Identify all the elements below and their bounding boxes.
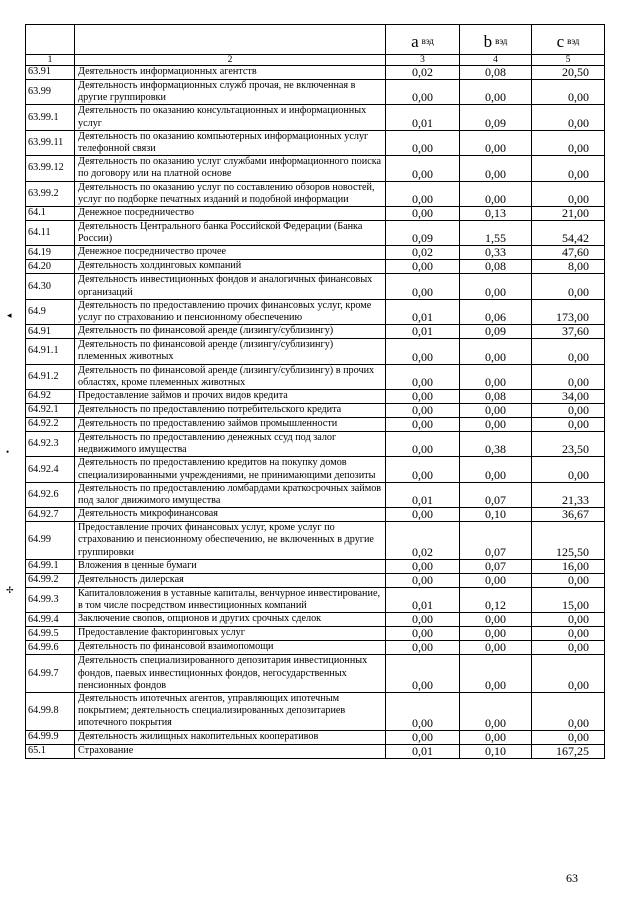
row-value-c: 0,00	[532, 156, 605, 181]
row-description: Деятельность Центрального банка Российской Федерации (Банка России)	[75, 221, 386, 246]
table-row	[26, 432, 605, 457]
row-description: Деятельность информационных служб прочая, не включенная в другие группировки	[75, 80, 386, 105]
row-description: Деятельность по оказанию услуг службами информационного поиска по договору или на платной основе	[75, 156, 386, 181]
row-code: 64.1	[26, 207, 75, 221]
page-number: 63	[566, 871, 578, 885]
row-value-c: 36,67	[532, 508, 605, 522]
table-row	[26, 325, 605, 339]
row-value-c: 21,33	[532, 482, 605, 507]
row-value-a: 0,00	[386, 655, 460, 693]
row-description: Заключение свопов, опционов и других срочных сделок	[75, 613, 386, 627]
row-description: Деятельность по финансовой взаимопомощи	[75, 641, 386, 655]
table-row	[26, 744, 605, 758]
row-code: 63.99.1	[26, 105, 75, 130]
row-value-c: 0,00	[532, 457, 605, 482]
row-value-b: 0,00	[460, 181, 532, 206]
row-code: 64.99.2	[26, 573, 75, 587]
row-value-b: 0,08	[460, 66, 532, 80]
row-value-a: 0,00	[386, 80, 460, 105]
row-code: 64.99.9	[26, 730, 75, 744]
row-value-a: 0,02	[386, 246, 460, 260]
row-description: Деятельность по предоставлению потребительского кредита	[75, 404, 386, 418]
row-value-a: 0,00	[386, 274, 460, 299]
row-description: Деятельность по предоставлению ломбардами краткосрочных займов под залог движимого имущества	[75, 482, 386, 507]
row-value-c: 0,00	[532, 274, 605, 299]
row-description: Деятельность микрофинансовая	[75, 508, 386, 522]
row-value-a: 0,00	[386, 130, 460, 155]
row-code: 64.92.7	[26, 508, 75, 522]
row-description: Предоставление займов и прочих видов кредита	[75, 390, 386, 404]
row-value-c: 0,00	[532, 80, 605, 105]
row-value-b: 0,00	[460, 613, 532, 627]
row-value-b: 0,33	[460, 246, 532, 260]
row-value-c: 0,00	[532, 641, 605, 655]
row-description: Деятельность холдинговых компаний	[75, 260, 386, 274]
row-code: 64.20	[26, 260, 75, 274]
row-value-b: 1,55	[460, 221, 532, 246]
row-code: 63.99.12	[26, 156, 75, 181]
row-description: Предоставление прочих финансовых услуг, кроме услуг по страхованию и пенсионному обеспечению, не включенных в другие группировки	[75, 522, 386, 560]
table-row	[26, 730, 605, 744]
row-value-a: 0,02	[386, 66, 460, 80]
table-row	[26, 573, 605, 587]
row-value-a: 0,00	[386, 730, 460, 744]
row-value-a: 0,00	[386, 260, 460, 274]
row-value-b: 0,06	[460, 299, 532, 324]
table-row	[26, 156, 605, 181]
row-value-b: 0,00	[460, 457, 532, 482]
row-value-c: 167,25	[532, 744, 605, 758]
row-value-a: 0,00	[386, 641, 460, 655]
row-value-b: 0,00	[460, 339, 532, 364]
row-code: 64.99.6	[26, 641, 75, 655]
header-b-label: b	[483, 32, 493, 51]
table-row	[26, 260, 605, 274]
row-value-c: 0,00	[532, 573, 605, 587]
header-a-cell	[386, 25, 460, 55]
row-code: 64.92	[26, 390, 75, 404]
row-value-c: 21,00	[532, 207, 605, 221]
row-value-a: 0,00	[386, 207, 460, 221]
header-c-cell	[532, 25, 605, 55]
table-row	[26, 181, 605, 206]
column-index-row	[26, 55, 605, 66]
row-code: 64.92.2	[26, 418, 75, 432]
row-description: Капиталовложения в уставные капиталы, венчурное инвестирование, в том числе посредством инвестиционных компаний	[75, 587, 386, 612]
header-code-cell	[26, 25, 75, 55]
row-value-a: 0,00	[386, 339, 460, 364]
row-description: Деятельность по оказанию компьютерных информационных услуг телефонной связи	[75, 130, 386, 155]
table-row	[26, 404, 605, 418]
row-value-b: 0,00	[460, 130, 532, 155]
row-value-a: 0,01	[386, 587, 460, 612]
row-value-c: 0,00	[532, 105, 605, 130]
row-value-a: 0,00	[386, 508, 460, 522]
row-value-b: 0,00	[460, 156, 532, 181]
table-row	[26, 66, 605, 80]
row-code: 64.91	[26, 325, 75, 339]
row-value-c: 125,50	[532, 522, 605, 560]
table-row	[26, 80, 605, 105]
row-code: 63.99.11	[26, 130, 75, 155]
row-value-a: 0,01	[386, 744, 460, 758]
row-description: Деятельность по оказанию консультационных и информационных услуг	[75, 105, 386, 130]
row-description: Деятельность жилищных накопительных кооперативов	[75, 730, 386, 744]
row-code: 64.91.1	[26, 339, 75, 364]
row-value-c: 0,00	[532, 364, 605, 389]
col-index-1: 1	[26, 55, 75, 66]
table-row	[26, 418, 605, 432]
table-row	[26, 508, 605, 522]
table-row	[26, 339, 605, 364]
col-index-5: 5	[532, 55, 605, 66]
row-value-b: 0,00	[460, 627, 532, 641]
row-value-a: 0,00	[386, 390, 460, 404]
row-value-a: 0,01	[386, 105, 460, 130]
row-description: Деятельность информационных агентств	[75, 66, 386, 80]
row-value-b: 0,07	[460, 559, 532, 573]
row-description: Страхование	[75, 744, 386, 758]
table-body	[26, 66, 605, 759]
row-value-b: 0,10	[460, 508, 532, 522]
row-code: 64.99.7	[26, 655, 75, 693]
row-value-b: 0,00	[460, 274, 532, 299]
header-desc-cell	[75, 25, 386, 55]
row-code: 64.99.8	[26, 692, 75, 730]
header-a-sub: вэд	[421, 36, 434, 46]
margin-mark-2: •	[6, 447, 10, 457]
row-value-a: 0,00	[386, 457, 460, 482]
document-sheet	[25, 24, 604, 759]
row-code: 63.99.2	[26, 181, 75, 206]
table-row	[26, 655, 605, 693]
row-value-b: 0,12	[460, 587, 532, 612]
table-row	[26, 692, 605, 730]
table-row	[26, 274, 605, 299]
table-row	[26, 613, 605, 627]
row-value-c: 0,00	[532, 655, 605, 693]
row-value-b: 0,07	[460, 522, 532, 560]
row-description: Деятельность по оказанию услуг по составлению обзоров новостей, услуг по подборке печатных изданий и подобной информации	[75, 181, 386, 206]
table-row	[26, 627, 605, 641]
row-value-c: 37,60	[532, 325, 605, 339]
header-c-label: c	[556, 32, 565, 51]
row-code: 64.30	[26, 274, 75, 299]
row-value-a: 0,00	[386, 573, 460, 587]
col-index-3: 3	[386, 55, 460, 66]
table-row	[26, 390, 605, 404]
table-row	[26, 221, 605, 246]
row-value-c: 23,50	[532, 432, 605, 457]
row-code: 65.1	[26, 744, 75, 758]
table-row	[26, 587, 605, 612]
header-b-sub: вэд	[495, 36, 508, 46]
row-value-c: 0,00	[532, 404, 605, 418]
row-description: Деятельность по предоставлению прочих финансовых услуг, кроме услуг по страхованию и пенсионному обеспечению	[75, 299, 386, 324]
row-code: 63.91	[26, 66, 75, 80]
header-b-cell	[460, 25, 532, 55]
row-description: Денежное посредничество	[75, 207, 386, 221]
row-code: 63.99	[26, 80, 75, 105]
row-value-c: 0,00	[532, 627, 605, 641]
row-description: Деятельность по финансовой аренде (лизингу/сублизингу) в прочих областях, кроме племенных животных	[75, 364, 386, 389]
table-row	[26, 522, 605, 560]
row-code: 64.99.4	[26, 613, 75, 627]
row-code: 64.92.3	[26, 432, 75, 457]
row-value-b: 0,08	[460, 390, 532, 404]
row-value-c: 0,00	[532, 692, 605, 730]
row-value-a: 0,00	[386, 559, 460, 573]
row-value-c: 20,50	[532, 66, 605, 80]
row-value-b: 0,09	[460, 325, 532, 339]
row-value-b: 0,07	[460, 482, 532, 507]
row-value-a: 0,00	[386, 692, 460, 730]
row-description: Предоставление факторинговых услуг	[75, 627, 386, 641]
row-description: Деятельность по финансовой аренде (лизингу/сублизингу)	[75, 325, 386, 339]
header-c-sub: вэд	[567, 36, 580, 46]
row-value-c: 54,42	[532, 221, 605, 246]
row-code: 64.92.1	[26, 404, 75, 418]
row-value-c: 0,00	[532, 730, 605, 744]
row-code: 64.99.5	[26, 627, 75, 641]
table-row	[26, 105, 605, 130]
row-description: Деятельность по предоставлению займов промышленности	[75, 418, 386, 432]
margin-mark-1: ◂	[7, 310, 12, 320]
row-value-b: 0,00	[460, 418, 532, 432]
row-value-c: 173,00	[532, 299, 605, 324]
table-row	[26, 207, 605, 221]
row-description: Деятельность по предоставлению денежных ссуд под залог недвижимого имущества	[75, 432, 386, 457]
row-value-c: 0,00	[532, 181, 605, 206]
row-value-c: 8,00	[532, 260, 605, 274]
row-value-a: 0,01	[386, 299, 460, 324]
col-index-2: 2	[75, 55, 386, 66]
row-code: 64.9	[26, 299, 75, 324]
row-value-a: 0,00	[386, 613, 460, 627]
table-row	[26, 299, 605, 324]
margin-mark-3: ✢	[6, 585, 14, 595]
row-value-b: 0,09	[460, 105, 532, 130]
row-code: 64.11	[26, 221, 75, 246]
okved-table	[25, 24, 605, 759]
row-value-c: 34,00	[532, 390, 605, 404]
row-value-a: 0,01	[386, 482, 460, 507]
row-value-a: 0,00	[386, 156, 460, 181]
row-value-c: 15,00	[532, 587, 605, 612]
row-value-c: 0,00	[532, 130, 605, 155]
row-value-b: 0,00	[460, 573, 532, 587]
row-value-c: 47,60	[532, 246, 605, 260]
row-value-a: 0,00	[386, 404, 460, 418]
row-description: Деятельность по предоставлению кредитов на покупку домов специализированными учреждениями, не принимающими депозиты	[75, 457, 386, 482]
table-row	[26, 130, 605, 155]
row-value-b: 0,00	[460, 655, 532, 693]
row-value-b: 0,00	[460, 80, 532, 105]
row-value-c: 0,00	[532, 613, 605, 627]
row-value-b: 0,00	[460, 692, 532, 730]
row-description: Деятельность по финансовой аренде (лизингу/сублизингу) племенных животных	[75, 339, 386, 364]
row-value-c: 0,00	[532, 339, 605, 364]
row-value-a: 0,02	[386, 522, 460, 560]
table-row	[26, 559, 605, 573]
row-value-b: 0,00	[460, 364, 532, 389]
row-value-b: 0,08	[460, 260, 532, 274]
row-value-b: 0,10	[460, 744, 532, 758]
row-value-b: 0,38	[460, 432, 532, 457]
col-index-4: 4	[460, 55, 532, 66]
row-value-b: 0,00	[460, 730, 532, 744]
row-description: Деятельность специализированного депозитария инвестиционных фондов, паевых инвестиционных фондов, негосударственных пенсионных фондов	[75, 655, 386, 693]
row-value-a: 0,00	[386, 627, 460, 641]
row-value-b: 0,00	[460, 641, 532, 655]
row-code: 64.92.4	[26, 457, 75, 482]
row-value-a: 0,00	[386, 418, 460, 432]
row-description: Вложения в ценные бумаги	[75, 559, 386, 573]
table-row	[26, 246, 605, 260]
row-value-b: 0,13	[460, 207, 532, 221]
row-value-a: 0,00	[386, 364, 460, 389]
header-row	[26, 25, 605, 55]
row-value-a: 0,01	[386, 325, 460, 339]
row-code: 64.91.2	[26, 364, 75, 389]
row-description: Денежное посредничество прочее	[75, 246, 386, 260]
row-code: 64.99.3	[26, 587, 75, 612]
table-row	[26, 457, 605, 482]
row-description: Деятельность дилерская	[75, 573, 386, 587]
row-code: 64.92.6	[26, 482, 75, 507]
header-a-label: a	[411, 32, 419, 51]
row-value-a: 0,09	[386, 221, 460, 246]
row-code: 64.99	[26, 522, 75, 560]
table-row	[26, 364, 605, 389]
row-value-c: 0,00	[532, 418, 605, 432]
table-row	[26, 641, 605, 655]
row-value-c: 16,00	[532, 559, 605, 573]
row-code: 64.99.1	[26, 559, 75, 573]
row-value-b: 0,00	[460, 404, 532, 418]
table-row	[26, 482, 605, 507]
row-code: 64.19	[26, 246, 75, 260]
row-value-a: 0,00	[386, 181, 460, 206]
row-description: Деятельность ипотечных агентов, управляющих ипотечным покрытием; деятельность специализированных депозитариев ипотечного покрытия	[75, 692, 386, 730]
row-value-a: 0,00	[386, 432, 460, 457]
row-description: Деятельность инвестиционных фондов и аналогичных финансовых организаций	[75, 274, 386, 299]
